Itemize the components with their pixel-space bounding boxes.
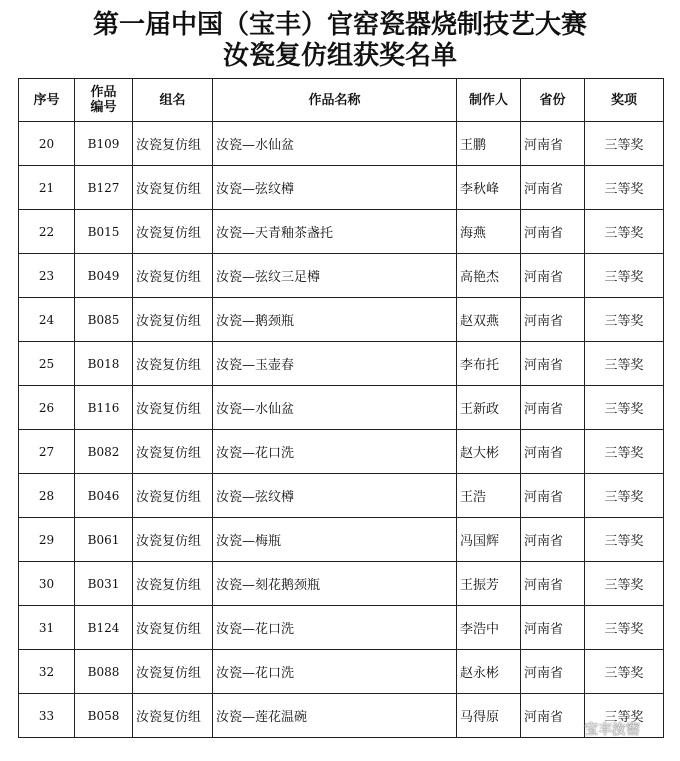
header-work: 作品名称 bbox=[213, 79, 457, 122]
cell-province: 河南省 bbox=[521, 254, 585, 298]
cell-group: 汝瓷复仿组 bbox=[133, 254, 213, 298]
cell-province: 河南省 bbox=[521, 694, 585, 738]
cell-work: 汝瓷—弦纹樽 bbox=[213, 166, 457, 210]
wechat-icon bbox=[558, 720, 580, 738]
table-row bbox=[19, 210, 664, 254]
table-row bbox=[19, 254, 664, 298]
table-row bbox=[19, 474, 664, 518]
cell-group: 汝瓷复仿组 bbox=[133, 694, 213, 738]
table-row bbox=[19, 298, 664, 342]
cell-award: 三等奖 bbox=[585, 166, 664, 210]
cell-work: 汝瓷—鹅颈瓶 bbox=[213, 298, 457, 342]
table-row bbox=[19, 342, 664, 386]
cell-maker: 李秋峰 bbox=[457, 166, 521, 210]
cell-seq: 26 bbox=[19, 386, 75, 430]
cell-group: 汝瓷复仿组 bbox=[133, 122, 213, 166]
table-row bbox=[19, 518, 664, 562]
cell-seq: 22 bbox=[19, 210, 75, 254]
cell-code: B082 bbox=[75, 430, 133, 474]
table-row bbox=[19, 430, 664, 474]
cell-code: B088 bbox=[75, 650, 133, 694]
header-seq: 序号 bbox=[19, 79, 75, 122]
cell-code: B124 bbox=[75, 606, 133, 650]
cell-maker: 冯国辉 bbox=[457, 518, 521, 562]
cell-award: 三等奖 bbox=[585, 518, 664, 562]
cell-group: 汝瓷复仿组 bbox=[133, 298, 213, 342]
cell-maker: 赵大彬 bbox=[457, 430, 521, 474]
cell-award: 三等奖 bbox=[585, 342, 664, 386]
cell-group: 汝瓷复仿组 bbox=[133, 430, 213, 474]
cell-group: 汝瓷复仿组 bbox=[133, 650, 213, 694]
cell-province: 河南省 bbox=[521, 298, 585, 342]
cell-code: B046 bbox=[75, 474, 133, 518]
cell-work: 汝瓷—弦纹樽 bbox=[213, 474, 457, 518]
cell-seq: 23 bbox=[19, 254, 75, 298]
cell-code: B031 bbox=[75, 562, 133, 606]
cell-seq: 32 bbox=[19, 650, 75, 694]
cell-maker: 高艳杰 bbox=[457, 254, 521, 298]
cell-work: 汝瓷—弦纹三足樽 bbox=[213, 254, 457, 298]
cell-code: B116 bbox=[75, 386, 133, 430]
cell-work: 汝瓷—莲花温碗 bbox=[213, 694, 457, 738]
cell-group: 汝瓷复仿组 bbox=[133, 518, 213, 562]
table-header-row bbox=[19, 79, 664, 122]
header-group: 组名 bbox=[133, 79, 213, 122]
cell-province: 河南省 bbox=[521, 122, 585, 166]
cell-code: B018 bbox=[75, 342, 133, 386]
cell-work: 汝瓷—玉壶春 bbox=[213, 342, 457, 386]
cell-award: 三等奖 bbox=[585, 386, 664, 430]
cell-code: B109 bbox=[75, 122, 133, 166]
cell-code: B085 bbox=[75, 298, 133, 342]
cell-award: 三等奖 bbox=[585, 430, 664, 474]
cell-seq: 28 bbox=[19, 474, 75, 518]
cell-work: 汝瓷—刻花鹅颈瓶 bbox=[213, 562, 457, 606]
cell-code: B127 bbox=[75, 166, 133, 210]
cell-award: 三等奖 bbox=[585, 562, 664, 606]
cell-province: 河南省 bbox=[521, 650, 585, 694]
cell-award: 三等奖 bbox=[585, 298, 664, 342]
cell-seq: 27 bbox=[19, 430, 75, 474]
header-code-text: 作品编号 bbox=[90, 85, 117, 115]
cell-seq: 20 bbox=[19, 122, 75, 166]
cell-award: 三等奖 bbox=[585, 210, 664, 254]
cell-maker: 王浩 bbox=[457, 474, 521, 518]
header-maker: 制作人 bbox=[457, 79, 521, 122]
cell-award: 三等奖 bbox=[585, 606, 664, 650]
cell-maker: 马得原 bbox=[457, 694, 521, 738]
title-line-2: 汝瓷复仿组获奖名单 bbox=[222, 41, 457, 71]
cell-province: 河南省 bbox=[521, 606, 585, 650]
cell-work: 汝瓷—花口洗 bbox=[213, 430, 457, 474]
cell-seq: 25 bbox=[19, 342, 75, 386]
cell-maker: 赵双燕 bbox=[457, 298, 521, 342]
table-row bbox=[19, 606, 664, 650]
cell-code: B049 bbox=[75, 254, 133, 298]
cell-work: 汝瓷—花口洗 bbox=[213, 650, 457, 694]
cell-award: 三等奖 bbox=[585, 650, 664, 694]
cell-maker: 李布托 bbox=[457, 342, 521, 386]
table-row bbox=[19, 386, 664, 430]
cell-province: 河南省 bbox=[521, 518, 585, 562]
cell-group: 汝瓷复仿组 bbox=[133, 210, 213, 254]
cell-maker: 王鹏 bbox=[457, 122, 521, 166]
cell-work: 汝瓷—天青釉茶盏托 bbox=[213, 210, 457, 254]
header-award: 奖项 bbox=[585, 79, 664, 122]
cell-code: B061 bbox=[75, 518, 133, 562]
cell-seq: 33 bbox=[19, 694, 75, 738]
cell-maker: 海燕 bbox=[457, 210, 521, 254]
cell-maker: 李浩中 bbox=[457, 606, 521, 650]
cell-seq: 30 bbox=[19, 562, 75, 606]
cell-maker: 王振芳 bbox=[457, 562, 521, 606]
cell-group: 汝瓷复仿组 bbox=[133, 166, 213, 210]
cell-award: 三等奖 bbox=[585, 474, 664, 518]
cell-work: 汝瓷—水仙盆 bbox=[213, 386, 457, 430]
cell-seq: 31 bbox=[19, 606, 75, 650]
cell-province: 河南省 bbox=[521, 166, 585, 210]
title-line-1: 第一届中国（宝丰）官窑瓷器烧制技艺大赛 bbox=[92, 10, 587, 40]
cell-group: 汝瓷复仿组 bbox=[133, 474, 213, 518]
table-row bbox=[19, 166, 664, 210]
awards-table bbox=[18, 78, 664, 738]
cell-code: B058 bbox=[75, 694, 133, 738]
table-row bbox=[19, 562, 664, 606]
cell-work: 汝瓷—水仙盆 bbox=[213, 122, 457, 166]
cell-award: 三等奖 bbox=[585, 254, 664, 298]
cell-award: 三等奖 bbox=[585, 122, 664, 166]
table-row bbox=[19, 650, 664, 694]
cell-seq: 29 bbox=[19, 518, 75, 562]
cell-maker: 王新政 bbox=[457, 386, 521, 430]
cell-group: 汝瓷复仿组 bbox=[133, 342, 213, 386]
cell-group: 汝瓷复仿组 bbox=[133, 386, 213, 430]
cell-province: 河南省 bbox=[521, 342, 585, 386]
header-province: 省份 bbox=[521, 79, 585, 122]
table-row bbox=[19, 122, 664, 166]
cell-province: 河南省 bbox=[521, 474, 585, 518]
watermark-text: 宝丰汝窑 bbox=[584, 722, 640, 738]
cell-maker: 赵永彬 bbox=[457, 650, 521, 694]
cell-work: 汝瓷—梅瓶 bbox=[213, 518, 457, 562]
cell-code: B015 bbox=[75, 210, 133, 254]
cell-group: 汝瓷复仿组 bbox=[133, 606, 213, 650]
cell-province: 河南省 bbox=[521, 386, 585, 430]
header-code bbox=[75, 79, 133, 122]
cell-work: 汝瓷—花口洗 bbox=[213, 606, 457, 650]
cell-province: 河南省 bbox=[521, 210, 585, 254]
cell-province: 河南省 bbox=[521, 430, 585, 474]
cell-award: 三等奖 bbox=[585, 694, 664, 738]
cell-province: 河南省 bbox=[521, 562, 585, 606]
table-body bbox=[19, 122, 664, 738]
cell-seq: 21 bbox=[19, 166, 75, 210]
cell-seq: 24 bbox=[19, 298, 75, 342]
cell-group: 汝瓷复仿组 bbox=[133, 562, 213, 606]
document-title bbox=[0, 10, 680, 72]
watermark bbox=[558, 718, 640, 740]
